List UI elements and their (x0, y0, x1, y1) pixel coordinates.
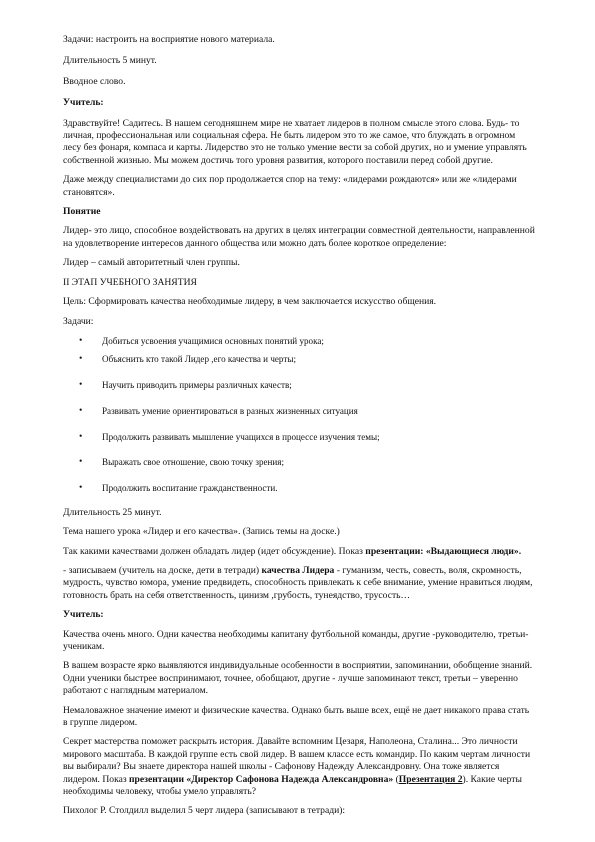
physical-paragraph: Немаловажное значение имеют и физические качества. Однако быть выше всех, ещё не дает никакого права стать в группе лидером. (63, 704, 530, 729)
leader-qualities-label: качества Лидера (261, 564, 335, 576)
concept-heading: Понятие (63, 206, 101, 218)
list-item: • Продолжить развивать мышление учащихся в процессе изучения темы; (79, 431, 535, 443)
leader-short-definition: Лидер – самый авторитетный член группы. (63, 257, 240, 269)
secret-tail: ). Какие черты необходимы человеку, чтобы умело управлять? (63, 773, 522, 798)
list-item: • Объяснить кто такой Лидер ,его качества и черты; (79, 353, 535, 365)
record-list: - гуманизм, честь, совесть, воля, скромность, мудрость, чувство юмора, умение предвидеть, способность привлекать к себе внимание, умение нравиться людям, готовность брать на себя ответственность, цинизм ,грубость, тунеядство, трусость… (63, 564, 533, 601)
teacher-speech-1: Здравствуйте! Садитесь. В нашем сегодняшнем мире не хватает лидеров в полном смысле этого слова. Будь- то личная, профессиональная или социальная сфера. Не быть лидером это то же самое, что блуждать в огромном лесу без фонаря, компаса и карты. Лидерство это не только умение вести за собой других, но и умение управлять собственной жизнью. Мы можем достичь того уровня развития, которого поставили перед собой другие. (63, 117, 527, 166)
age-paragraph: В вашем возрасте ярко выявляются индивидуальные особенности в восприятии, запоминании, обобщение знаний. Одни ученики быстрее воспринимают, точнее, обобщают, другие - лучше запоминают текст, третьи – уверенно работают с наглядным материалом. (63, 660, 533, 697)
stage-title: II ЭТАП УЧЕБНОГО ЗАНЯТИЯ (63, 276, 197, 288)
intro-word: Вводное слово. (63, 75, 126, 87)
presentation-2-link[interactable]: Презентация 2 (398, 773, 463, 785)
list-item: • Добиться усвоения учащимися основных понятий урока; (79, 335, 535, 347)
list-item: • Выражать свое отношение, свою точку зрения; (79, 456, 535, 468)
many-qualities: Качества очень много. Одни качества необходимы капитану футбольной команды, другие -руководителю, третьи-ученикам. (63, 628, 529, 652)
presentation-1-label: презентации: «Выдающиеся люди». (365, 545, 522, 557)
stoldill-line: Пихолог Р. Столдилл выделил 5 черт лидера (записывают в тетради): (63, 805, 346, 817)
teacher-heading-2: Учитель: (63, 609, 104, 621)
lesson-topic: Тема нашего урока «Лидер и его качества». (Запись темы на доске.) (63, 526, 340, 538)
duration-line: Длительность 5 минут. (63, 54, 157, 66)
presentation-label: презентации (129, 773, 187, 785)
record-prefix: - записываем (учитель на доске, дети в тетради) (63, 564, 262, 576)
qualities-record (63, 565, 535, 602)
leader-definition: Лидер- это лицо, способное воздействовать на других в целях интеграции совместной деятельности, направленной на удовлетворение интересов данного общества или можно дать более короткое определение: (63, 225, 535, 249)
list-item: • Научить приводить примеры различных качеств; (79, 379, 535, 391)
tasks-label: Задачи: (63, 315, 94, 327)
secret-text: Секрет мастерства поможет раскрыть история. Давайте вспомним Цезаря, Наполеона, Сталина... Это личности мирового масштаба. В каждой группе есть свой лидер. В вашем классе есть командир. По каким чертам личности вы выбирали? Вы знаете директора нашей школы - Сафонову Надежду Александровну. Она тоже является лидером. Показ (63, 736, 531, 785)
director-name: «Директор Сафонова Надежда Александровна» (186, 773, 394, 785)
list-item: • Развивать умение ориентироваться в разных жизненных ситуация (79, 405, 535, 417)
goal-line: Цель: Сформировать качества необходимые лидеру, в чем заключается искусство общения. (63, 296, 437, 308)
secret-paragraph (63, 736, 535, 798)
leader-qualities-question (63, 546, 535, 558)
list-item: • Продолжить воспитание гражданственности. (79, 482, 535, 494)
paren-open: ( (393, 773, 399, 785)
debate-paragraph: Даже между специалистами до сих пор продолжается спор на тему: «лидерами рождаются» или же «лидерами становятся». (63, 174, 517, 198)
tasks-list (63, 335, 535, 495)
tasks-line: Задачи: настроить на восприятие нового материала. (63, 34, 275, 45)
duration-25: Длительность 25 минут. (63, 506, 162, 518)
question-text: Так какими качествами должен обладать лидер (идет обсуждение). Показ (63, 545, 366, 557)
teacher-heading-1: Учитель: (63, 96, 104, 108)
